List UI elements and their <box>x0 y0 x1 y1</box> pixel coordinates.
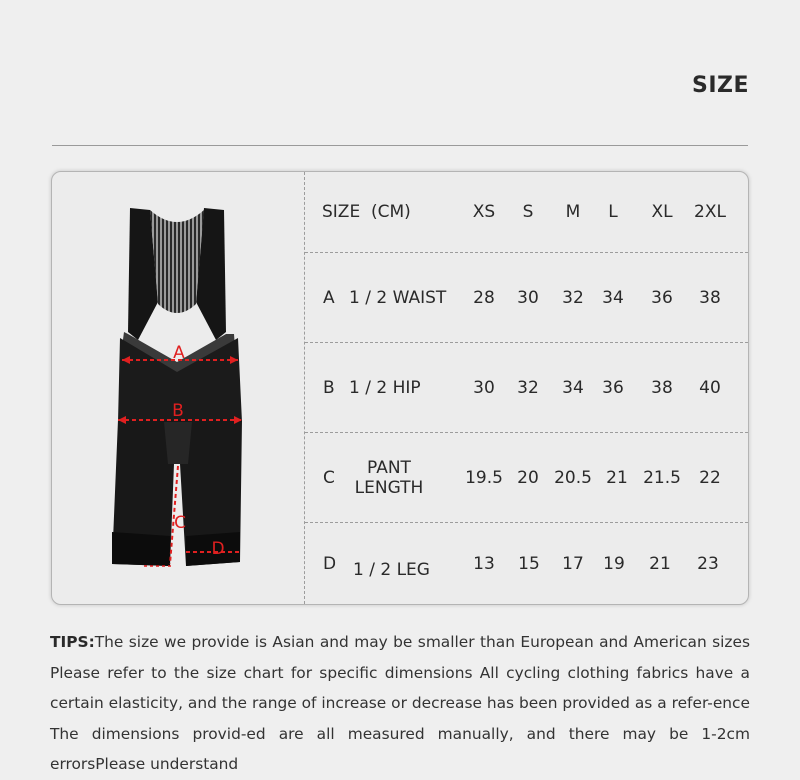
row-value: 19.5 <box>465 468 503 488</box>
left-leg-band <box>112 532 170 566</box>
row-value: 20 <box>517 468 539 488</box>
table-row <box>305 432 748 523</box>
bib-shorts-image <box>52 172 304 604</box>
header-size: XS <box>472 202 496 222</box>
row-value: 36 <box>651 288 673 308</box>
measure-label-a: A <box>173 343 185 363</box>
row-value: 40 <box>699 378 721 398</box>
row-value: 23 <box>697 554 719 574</box>
row-value: 32 <box>517 378 539 398</box>
chamois <box>164 422 192 464</box>
row-value: 19 <box>603 554 625 574</box>
row-value: 32 <box>562 288 584 308</box>
row-letter: D <box>323 554 337 574</box>
row-value: 20.5 <box>554 468 592 488</box>
row-letter: C <box>323 468 335 488</box>
measure-label-b: B <box>172 401 184 421</box>
row-name-line2: LENGTH <box>354 478 424 498</box>
row-name: 1 / 2 LEG <box>353 560 430 580</box>
header-size: XL <box>651 202 673 222</box>
measure-label-d: D <box>211 539 225 559</box>
row-name: 1 / 2 HIP <box>349 378 421 398</box>
row-name-line1: PANT <box>367 458 411 478</box>
measure-label-c: C <box>174 513 186 533</box>
header-size: L <box>608 202 618 222</box>
row-value: 38 <box>699 288 721 308</box>
row-value: 22 <box>699 468 721 488</box>
row-value: 36 <box>602 378 624 398</box>
row-value: 17 <box>562 554 584 574</box>
tips-prefix: TIPS: <box>50 633 95 651</box>
table-row <box>305 342 748 433</box>
row-value: 34 <box>562 378 584 398</box>
tips-text: The size we provide is Asian and may be smaller than European and American sizes Please refer to the size chart for specific dimensions All cycling clothing fabrics have a certain elasticity, and the range of increase or decrease has been provided as a refer-ence The dimensions provid-ed are all measured manually, and there may be 1-2cm errorsPlease understand <box>50 633 750 773</box>
row-value: 15 <box>518 554 540 574</box>
header-label: SIZE (CM) <box>322 202 411 222</box>
header-size: S <box>522 202 534 222</box>
bib-shorts-illustration <box>52 172 304 604</box>
row-letter: A <box>323 288 335 308</box>
header-size: 2XL <box>694 202 726 222</box>
row-name: 1 / 2 WAIST <box>349 288 447 308</box>
table-row <box>305 252 748 343</box>
size-table <box>305 172 748 604</box>
size-chart-panel <box>51 171 749 605</box>
title-divider <box>52 145 748 146</box>
row-value: 28 <box>473 288 495 308</box>
mesh-panel <box>150 210 204 313</box>
row-value: 30 <box>473 378 495 398</box>
row-value: 38 <box>651 378 673 398</box>
row-value: 21 <box>649 554 671 574</box>
row-letter: B <box>323 378 335 398</box>
tips-paragraph <box>50 627 750 780</box>
page-title: SIZE <box>691 73 749 98</box>
row-name <box>345 433 433 523</box>
header-size: M <box>565 202 581 222</box>
row-value: 34 <box>602 288 624 308</box>
row-value: 21 <box>606 468 628 488</box>
table-header-row <box>305 172 748 252</box>
table-row <box>305 522 748 605</box>
row-value: 21.5 <box>643 468 681 488</box>
row-value: 13 <box>473 554 495 574</box>
row-value: 30 <box>517 288 539 308</box>
